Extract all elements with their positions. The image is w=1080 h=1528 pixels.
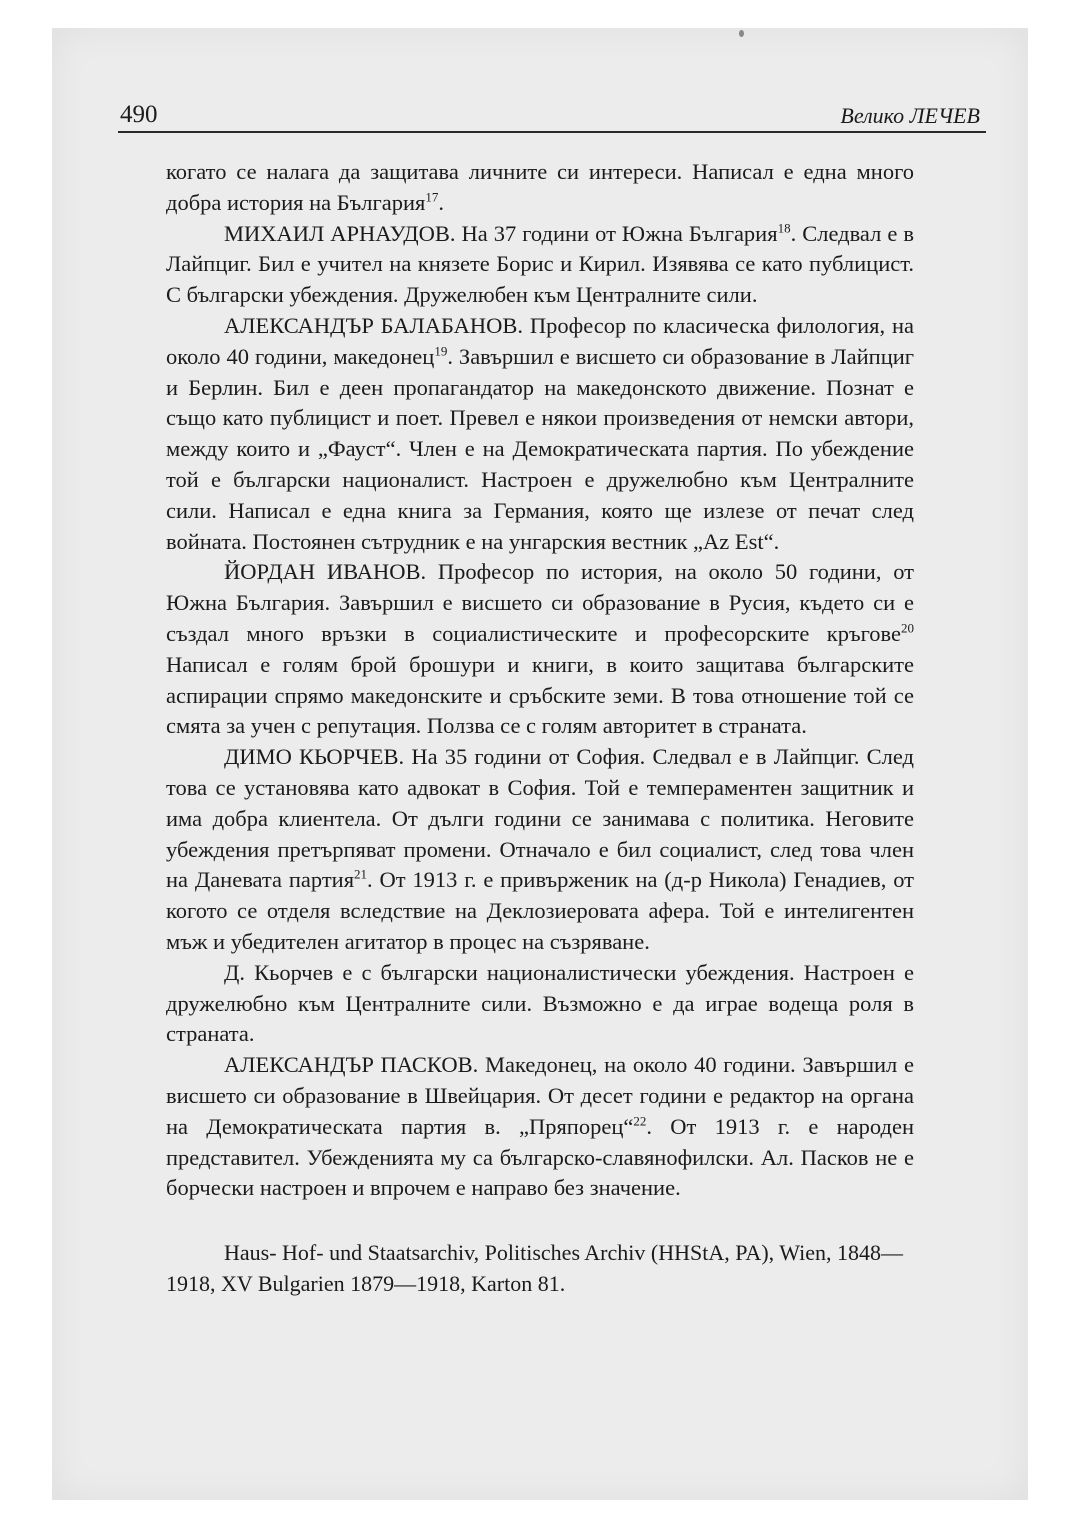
page-body (166, 157, 914, 1300)
paragraph-text-tail: . От 1913 г. е привърженик на (д-р Никола) Генадиев, от когото се отделя вследствие на Деклозиеровата афера. Той е интелигентен мъж и убедителен агитатор в процес на съзряване. (166, 867, 914, 954)
paragraph-text-tail: . Завършил е висшето си образование в Лайпциг и Берлин. Бил е деен пропагандатор на македонското движение. Познат е също като публицист и поет. Превел е някои произведения от немски автори, между които и „Фауст“. Член е на Демократическата партия. По убеждение той е български националист. Настроен е дружелюбно към Централните сили. Написал е една книга за Германия, която ще излезе от печат след войната. Постоянен сътрудник е на унгарския вестник „Az Est“. (166, 343, 915, 554)
footnote-ref: 19 (434, 343, 448, 359)
footnote-ref: 22 (633, 1113, 647, 1129)
paragraph-text-tail: . От 1913 г. е народен представител. Убежденията му са българско-славянофилски. Ал. Пасков не е борчески настроен и впрочем е направо без значение. (166, 1113, 914, 1201)
footnote-ref: 18 (777, 220, 791, 236)
paragraph-text: МИХАИЛ АРНАУДОВ. На 37 години от Южна България (224, 220, 778, 246)
paragraph-text-tail: . Следвал е в Лайпциг. Бил е учител на князете Борис и Кирил. Изявява се като публицист. С български убеждения. Дружелюбен към Централните сили. (166, 220, 914, 308)
paragraph-continuation (166, 157, 914, 219)
paragraph-text: когато се налага да защитава личните си интереси. Написал е една много добра история на България (166, 159, 914, 215)
paragraph-text: ЙОРДАН ИВАНОВ. Професор по история, на около 50 години, от Южна България. Завършил е висшето си образование в Русия, където си е създал много връзки в социалистическите и професорските кръгове (166, 559, 914, 646)
paragraph-text-tail: Написал е голям брой брошури и книги, в които защитава българските аспирации спрямо македонските и сръбските земи. В това отношение той се смята за учен с репутация. Ползва се с голям авторитет в страната. (166, 651, 914, 739)
paragraph-text: АЛЕКСАНДЪР БАЛАБАНОВ. Професор по класическа филология, на около 40 години, македонец (166, 312, 914, 369)
running-head-author: Велико ЛЕЧЕВ (840, 103, 980, 128)
paragraph-arnaudov (166, 219, 914, 311)
footnote-ref: 20 (901, 620, 914, 636)
footnote-ref: 17 (425, 189, 439, 205)
paragraph-paskov (166, 1050, 914, 1204)
paragraph-korchev-views (166, 958, 914, 1050)
paragraph-balabanov (166, 311, 914, 557)
archive-source-citation: Haus- Hof- und Staatsarchiv, Politisches Archiv (HHStA, PA), Wien, 1848—1918, XV Bulgarien 1879—1918, Karton 81. (166, 1240, 904, 1296)
paragraph-ivanov (166, 557, 914, 742)
page-number: 490 (120, 101, 158, 128)
paragraph-text: АЛЕКСАНДЪР ПАСКОВ. Македонец, на около 40 години. Завършил е висшето си образование в Швейцария. От десет години е редактор на органа на Демократическата партия в. „Пряпорец“ (166, 1052, 914, 1139)
paragraph-text: ДИМО КЬОРЧЕВ. На 35 години от София. Следвал е в Лайпциг. След това се установява като адвокат в София. Той е темпераментен защитник и има добра клиентела. От дълги години се занимава с политика. Неговите убеждения претърпяват промени. Отначало е бил социалист, след това член на Даневата партия (166, 744, 914, 893)
page-header (118, 95, 986, 133)
paragraph-text-tail: . (438, 189, 445, 215)
footnote-ref: 21 (354, 866, 368, 882)
book-page (118, 95, 986, 1296)
scan-speck (739, 30, 744, 37)
paragraph-korchev (166, 742, 914, 958)
paragraph-text: Д. Кьорчев е с български националистически убеждения. Настроен е дружелюбно към Централните сили. Възможно е да играе водеща роля в страната. (166, 959, 914, 1047)
